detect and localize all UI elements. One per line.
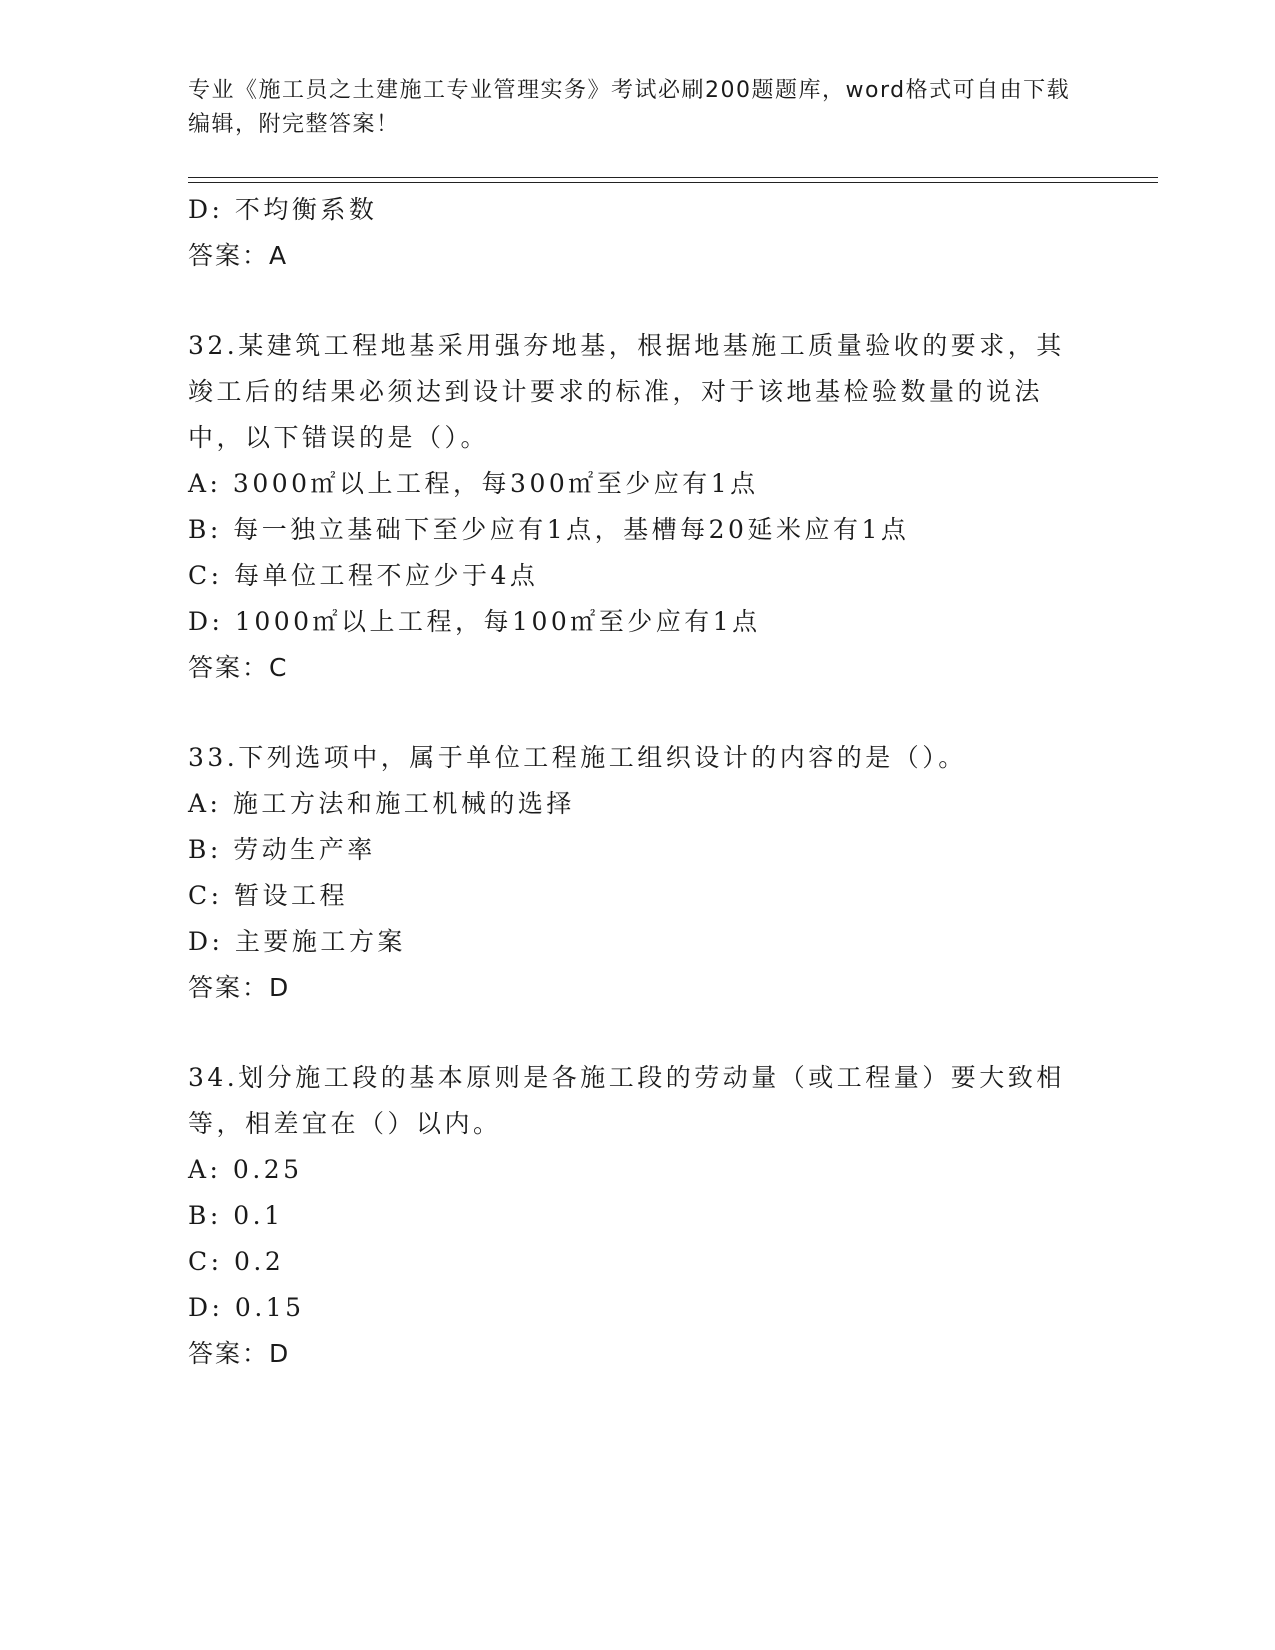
- option-a: A: 3000㎡以上工程，每300㎡至少应有1点: [188, 469, 759, 498]
- question-stem: 32.某建筑工程地基采用强夯地基，根据地基施工质量验收的要求，其竣工后的结果必须达到设计要求的标准，对于该地基检验数量的说法中，以下错误的是（）。: [188, 331, 1065, 452]
- question-answer: 答案：D: [188, 1339, 291, 1368]
- question-33: [188, 735, 1088, 1011]
- prev-option-d: D: 不均衡系数: [188, 195, 378, 224]
- option-c: C: 0.2: [188, 1247, 285, 1276]
- question-answer: 答案：D: [188, 973, 291, 1002]
- question-stem: 34.划分施工段的基本原则是各施工段的劳动量（或工程量）要大致相等，相差宜在（）以内。: [188, 1063, 1065, 1138]
- document-content: [188, 187, 1088, 1377]
- option-b: B: 劳动生产率: [188, 835, 376, 864]
- spacer: [188, 1011, 1088, 1055]
- question-32: [188, 323, 1088, 691]
- question-answer: 答案：C: [188, 653, 289, 682]
- option-a: A: 0.25: [188, 1155, 303, 1184]
- prev-answer: 答案：A: [188, 241, 289, 270]
- option-d: D: 1000㎡以上工程，每100㎡至少应有1点: [188, 607, 761, 636]
- option-b: B: 0.1: [188, 1201, 284, 1230]
- option-c: C: 暂设工程: [188, 881, 348, 910]
- document-header: 专业《施工员之土建施工专业管理实务》考试必刷200题题库，word格式可自由下载编辑，附完整答案！: [188, 78, 1071, 137]
- option-c: C: 每单位工程不应少于4点: [188, 561, 539, 590]
- option-b: B: 每一独立基础下至少应有1点，基槽每20延米应有1点: [188, 515, 910, 544]
- option-a: A: 施工方法和施工机械的选择: [188, 789, 575, 818]
- header-rule-top: [188, 177, 1158, 178]
- option-d: D: 0.15: [188, 1293, 305, 1322]
- option-d: D: 主要施工方案: [188, 927, 406, 956]
- header-rule-bottom: [188, 182, 1158, 183]
- spacer: [188, 691, 1088, 735]
- question-34: [188, 1055, 1088, 1377]
- spacer: [188, 279, 1088, 323]
- question-stem: 33.下列选项中，属于单位工程施工组织设计的内容的是（）。: [188, 743, 967, 772]
